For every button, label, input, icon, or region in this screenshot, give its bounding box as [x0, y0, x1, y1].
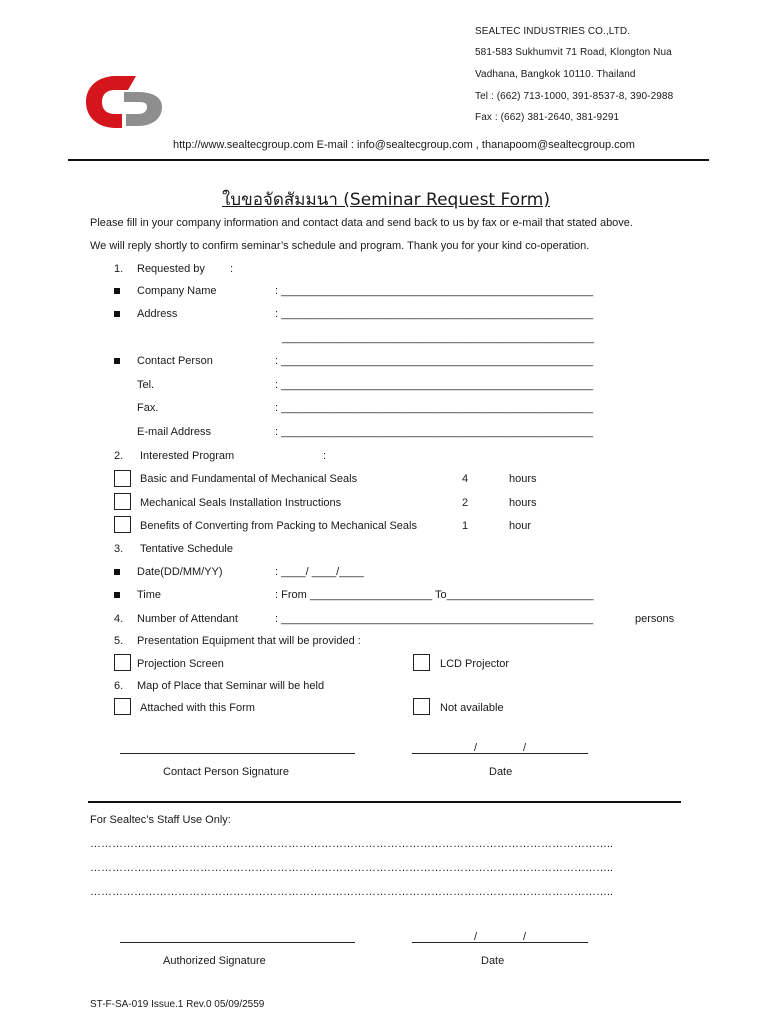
email-label: E-mail Address [137, 426, 211, 438]
program3-duration: 1 [462, 520, 469, 532]
address-field-continued[interactable]: ___________________________________________________ [282, 332, 595, 344]
program1-name: Basic and Fundamental of Mechanical Seals [140, 473, 358, 485]
section3-label: Tentative Schedule [140, 543, 233, 555]
section5-label: Presentation Equipment that will be provided : [137, 635, 361, 647]
staff-date-line[interactable] [412, 942, 588, 943]
date-label: Date [489, 766, 513, 778]
attendant-field[interactable]: : ___________________________________________________ [275, 613, 594, 625]
staff-section-rule [88, 801, 681, 803]
map-not-available-label: Not available [440, 702, 504, 714]
company-fax: Fax : (662) 381-2640, 381-9291 [475, 112, 620, 123]
document-code: ST-F-SA-019 Issue.1 Rev.0 05/09/2559 [90, 999, 265, 1010]
map-not-available-checkbox[interactable] [413, 698, 430, 715]
attendant-unit: persons [635, 613, 675, 625]
map-attached-label: Attached with this Form [140, 702, 255, 714]
lcd-projector-checkbox[interactable] [413, 654, 430, 671]
staff-use-label: For Sealtec’s Staff Use Only: [90, 814, 231, 826]
fax-field[interactable]: : ___________________________________________________ [275, 402, 594, 414]
projection-screen-checkbox[interactable] [114, 654, 131, 671]
section4-label: Number of Attendant [137, 613, 238, 625]
company-tel: Tel : (662) 713-1000, 391-8537-8, 390-2988 [475, 91, 674, 102]
section2-label: Interested Program [140, 450, 235, 462]
section1-number: 1. [114, 263, 124, 275]
date-slash: / [523, 931, 527, 943]
staff-notes-line[interactable]: …………………………………………………………………………………………………………………………….. [90, 838, 614, 850]
company-contact-line[interactable]: http://www.sealtecgroup.com E-mail : info@sealtecgroup.com , thanapoom@sealtecgroup.com [173, 139, 635, 151]
bullet-icon [114, 288, 120, 294]
company-logo [84, 74, 166, 130]
section2-colon: : [323, 450, 327, 462]
section1-colon: : [230, 263, 234, 275]
section4-number: 4. [114, 613, 124, 625]
date-label: Date(DD/MM/YY) [137, 566, 223, 578]
fax-label: Fax. [137, 402, 159, 414]
contact-signature-line[interactable] [120, 753, 355, 754]
address-label: Address [137, 308, 178, 320]
program1-duration: 4 [462, 473, 469, 485]
contact-person-field[interactable]: : ___________________________________________________ [275, 355, 594, 367]
header-rule [68, 159, 709, 161]
program1-unit: hours [509, 473, 537, 485]
program3-unit: hour [509, 520, 532, 532]
lcd-projector-label: LCD Projector [440, 658, 510, 670]
bullet-icon [114, 569, 120, 575]
section6-label: Map of Place that Seminar will be held [137, 680, 325, 692]
program1-checkbox[interactable] [114, 470, 131, 487]
page-title: ใบขอจัดสัมมนา (Seminar Request Form) [222, 190, 550, 210]
map-attached-checkbox[interactable] [114, 698, 131, 715]
date-slash: / [474, 931, 478, 943]
program2-unit: hours [509, 497, 537, 509]
section6-number: 6. [114, 680, 124, 692]
contact-signature-label: Contact Person Signature [163, 766, 289, 778]
email-field[interactable]: : ___________________________________________________ [275, 426, 594, 438]
bullet-icon [114, 592, 120, 598]
bullet-icon [114, 311, 120, 317]
company-name: SEALTEC INDUSTRIES CO.,LTD. [475, 26, 631, 37]
contact-person-label: Contact Person [137, 355, 213, 367]
section3-number: 3. [114, 543, 124, 555]
company-name-field[interactable]: : ___________________________________________________ [275, 285, 594, 297]
section5-number: 5. [114, 635, 124, 647]
staff-notes-line[interactable]: …………………………………………………………………………………………………………………………….. [90, 862, 614, 874]
section1-label: Requested by [137, 263, 205, 275]
date-line[interactable] [412, 753, 588, 754]
intro-text-2: We will reply shortly to confirm seminar’s schedule and program. Thank you for your kind co-operation. [90, 240, 590, 252]
company-name-label: Company Name [137, 285, 217, 297]
program2-checkbox[interactable] [114, 493, 131, 510]
date-slash: / [523, 742, 527, 754]
tel-field[interactable]: : ___________________________________________________ [275, 379, 594, 391]
time-field[interactable]: : From ____________________ To________________________ [275, 589, 594, 601]
authorized-signature-line[interactable] [120, 942, 355, 943]
logo-gray-shape [124, 92, 162, 126]
address-field[interactable]: : ___________________________________________________ [275, 308, 594, 320]
intro-text-1: Please fill in your company information and contact data and send back to us by fax or e-mail that stated above. [90, 217, 633, 229]
program2-name: Mechanical Seals Installation Instructions [140, 497, 342, 509]
section2-number: 2. [114, 450, 124, 462]
company-address-line1: 581-583 Sukhumvit 71 Road, Klongton Nua [475, 47, 672, 58]
company-address-line2: Vadhana, Bangkok 10110. Thailand [475, 69, 636, 80]
program3-checkbox[interactable] [114, 516, 131, 533]
date-field[interactable]: : ____/ ____/____ [275, 566, 364, 578]
authorized-signature-label: Authorized Signature [163, 955, 266, 967]
time-label: Time [137, 589, 162, 601]
staff-date-label: Date [481, 955, 505, 967]
date-slash: / [474, 742, 478, 754]
bullet-icon [114, 358, 120, 364]
projection-screen-label: Projection Screen [137, 658, 224, 670]
program3-name: Benefits of Converting from Packing to Mechanical Seals [140, 520, 417, 532]
tel-label: Tel. [137, 379, 155, 391]
staff-notes-line[interactable]: …………………………………………………………………………………………………………………………….. [90, 886, 614, 898]
program2-duration: 2 [462, 497, 469, 509]
